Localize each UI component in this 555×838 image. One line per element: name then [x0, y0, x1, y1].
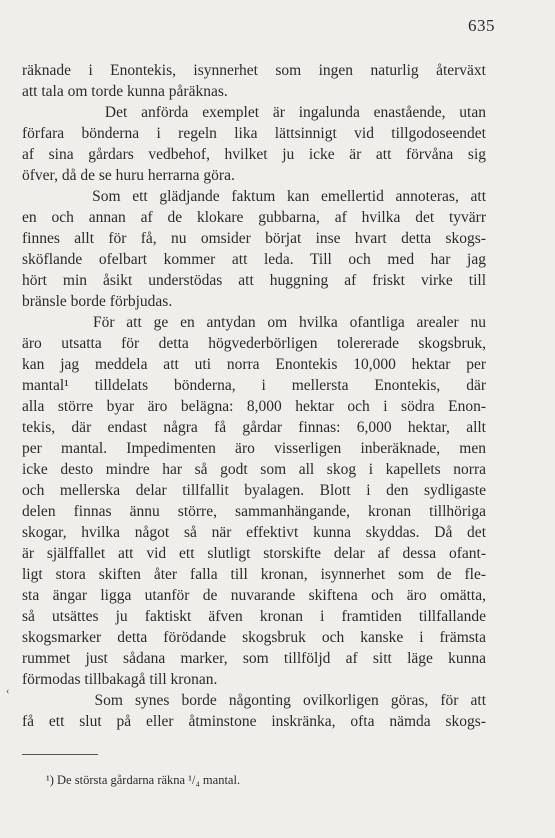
text-line: af sina gårdars vedbehof, hvilket ju icke är att förvåna sig: [22, 146, 486, 163]
text-line: ligt stora skiften åter falla till kronan, isynnerhet som de fle-: [22, 566, 486, 583]
text-line: sta ängar ligga utanför de nuvarande skiftena och äro omätta,: [22, 587, 486, 604]
text-line: öfver, då de se huru herrarna göra.: [22, 167, 235, 184]
text-line: förfara bönderna i regeln lika lättsinnigt vid tillgodoseendet: [22, 125, 486, 142]
body-text: [22, 60, 486, 732]
text-line: Det anförda exemplet är ingalunda enastående, utan: [22, 104, 486, 121]
text-line: räknade i Enontekis, isynnerhet som ingen naturlig återväxt: [22, 62, 486, 79]
text-line: delen finnas ännu större, sammanhängande, kronan tillhöriga: [22, 503, 486, 520]
text-line: skogsmarker detta förödande skogsbruk och kanske i främsta: [22, 629, 486, 646]
text-line: rummet just sådana marker, som tillföljd af sitt läge kunna: [22, 650, 486, 667]
text-line: per mantal. Impedimenten äro visserligen inberäknade, men: [22, 440, 486, 457]
footnote-rule: [22, 754, 98, 755]
text-line: och mellerska delar tillfallit byalagen. Blott i den sydligaste: [22, 482, 486, 499]
text-line: mantal¹ tilldelats bönderna, i mellersta Enontekis, där: [22, 377, 486, 394]
text-line: förmodas tillbakagå till kronan.: [22, 671, 218, 688]
text-line: sköflande ofelbart kommer att leda. Till och med har jag: [22, 251, 486, 268]
margin-mark: ‹: [6, 686, 10, 697]
text-line: få ett slut på eller åtminstone inskränka, ofta nämda skogs-: [22, 713, 486, 730]
text-line: en och annan af de klokare gubbarna, af hvilka det tyvärr: [22, 209, 486, 226]
text-line: kan jag meddela att uti norra Enontekis 10,000 hektar per: [22, 356, 486, 373]
text-line: alla större byar äro belägna: 8,000 hektar och i södra Enon-: [22, 398, 486, 415]
text-line: För att ge en antydan om hvilka ofantliga arealer nu: [22, 314, 486, 331]
footnote: ¹) De största gårdarna räkna ¹/₄ mantal.: [46, 773, 241, 787]
text-line: så utsättes ju faktiskt äfven kronan i framtiden tillfallande: [22, 608, 486, 625]
text-line: äro utsatta för detta högvederbörligen tolererade skogsbruk,: [22, 335, 486, 352]
text-line: tekis, där endast några få gårdar finnas: 6,000 hektar, allt: [22, 419, 486, 436]
text-line: är själffallet att vid ett slutligt storskifte delar af dessa ofant-: [22, 545, 486, 562]
text-line: hört min åsikt understödas att huggning af friskt virke till: [22, 272, 486, 289]
page-number: 635: [468, 16, 495, 35]
text-line: finnes allt för få, nu omsider börjat inse hvart detta skogs-: [22, 230, 486, 247]
text-line: Som synes borde någonting ovilkorligen göras, för att: [22, 692, 486, 709]
text-line: icke desto mindre har så godt som all skog i kapellets norra: [22, 461, 486, 478]
text-line: att tala om torde kunna påräknas.: [22, 83, 228, 100]
text-line: bränsle borde förbjudas.: [22, 293, 173, 310]
text-line: skogar, hvilka något så när effektivt kunna skyddas. Då det: [22, 524, 486, 541]
text-line: Som ett glädjande faktum kan emellertid annoteras, att: [22, 188, 486, 205]
